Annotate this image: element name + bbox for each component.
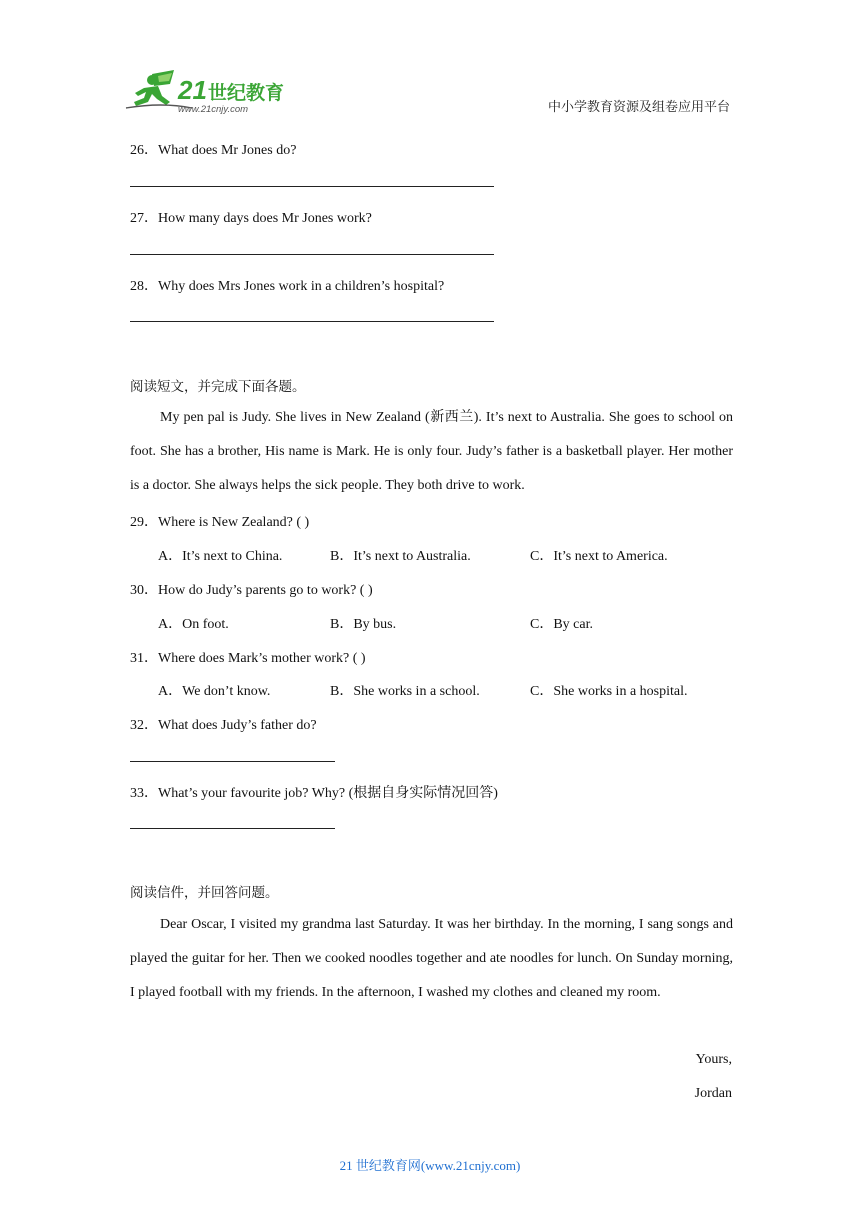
letter-closing: Yours, [695,1052,732,1067]
answer-line-32[interactable] [130,761,335,762]
question-30: 30．How do Judy’s parents go to work? ( ) [130,583,373,598]
q30-option-b[interactable]: B．By bus. [330,617,397,632]
q31-option-c[interactable]: C．She works in a hospital. [530,684,688,699]
question-29: 29．Where is New Zealand? ( ) [130,515,310,530]
letter-signature: Jordan [694,1086,732,1101]
site-logo [122,68,292,116]
question-32: 32．What does Judy’s father do? [130,718,317,733]
logo-cn: 世纪教育 [208,82,285,104]
q30-option-c[interactable]: C．By car. [530,617,593,632]
runner-logo-icon [122,68,292,116]
answer-line-33[interactable] [130,828,335,829]
q29-option-c[interactable]: C．It’s next to America. [530,549,668,564]
logo-url: www.21cnjy.com [178,104,249,115]
answer-line-27[interactable] [130,254,494,255]
logo-number: 21 [178,75,207,105]
q31-option-b[interactable]: B．She works in a school. [330,684,480,699]
answer-line-26[interactable] [130,186,494,187]
letter-body: Dear Oscar, I visited my grandma last Saturday. It was her birthday. In the morning, I sang songs and played the guitar for her. Then we cooked noodles together and ate noodles for lunch. On Sunday morning, I played football with my friends. In the afternoon, I washed my clothes and cleaned my room. [130,917,733,1000]
platform-name: 中小学教育资源及组卷应用平台 [547,100,730,115]
section2-passage: My pen pal is Judy. She lives in New Zealand (新西兰). It’s next to Australia. She goes to school on foot. She has a brother, His name is Mark. He is only four. Judy’s father is a basketball player. Her mother is a doctor. She always helps the sick people. They both drive to work. [130,410,733,493]
q31-option-a[interactable]: A．We don’t know. [158,684,271,699]
answer-line-28[interactable] [130,321,494,322]
section2-instruction: 阅读短文，并完成下面各题。 [130,379,306,395]
question-31: 31．Where does Mark’s mother work? ( ) [130,651,366,666]
question-26: 26．What does Mr Jones do? [130,143,297,158]
q29-option-a[interactable]: A．It’s next to China. [158,549,283,564]
section3-instruction: 阅读信件，并回答问题。 [130,885,279,901]
question-28: 28．Why does Mrs Jones work in a children’s hospital? [130,279,445,294]
page-footer[interactable]: 21 世纪教育网(www.21cnjy.com) [339,1158,521,1173]
question-27: 27．How many days does Mr Jones work? [130,211,372,226]
question-33: 33．What’s your favourite job? Why? (根据自身实际情况回答) [130,786,498,801]
q30-option-a[interactable]: A．On foot. [158,617,229,632]
q29-option-b[interactable]: B．It’s next to Australia. [330,549,471,564]
